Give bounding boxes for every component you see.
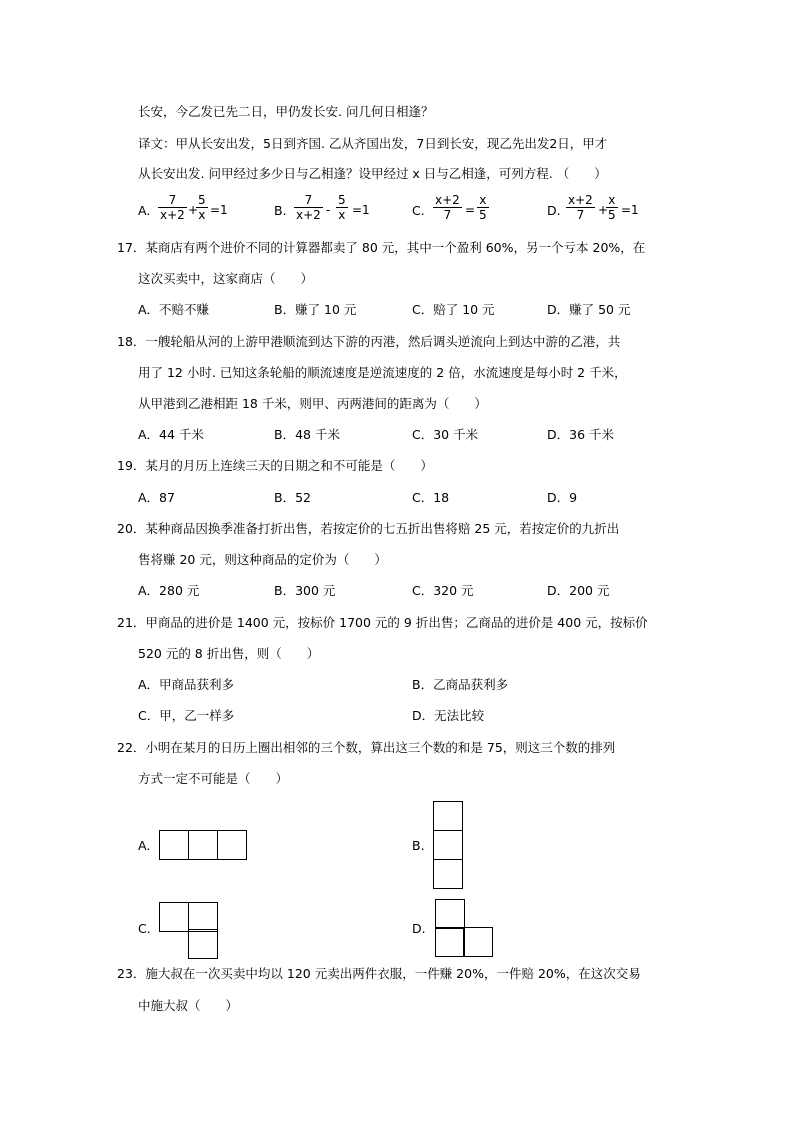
q21-option-a[interactable]: A．甲商品获利多 <box>138 677 235 692</box>
denominator: 7 <box>443 208 452 222</box>
fraction <box>336 193 348 222</box>
q19-option-a[interactable]: A．87 <box>138 490 175 505</box>
q18-option-d[interactable]: D．36 千米 <box>547 427 615 442</box>
q18-stem-line2: 用了 12 小时. 已知这条轮船的顺流速度是逆流速度的 2 倍，水流速度是每小时 2 千米， <box>138 365 627 380</box>
option-label: A. <box>138 838 151 853</box>
q21-option-b[interactable]: B．乙商品获利多 <box>412 677 509 692</box>
fraction <box>606 193 618 222</box>
option-label: A. <box>138 203 151 218</box>
q20-stem-line1: 20．某种商品因换季准备打折出售，若按定价的七五折出售将赔 25 元，若按定价的九折出 <box>117 521 620 536</box>
q22-stem-line1: 22．小明在某月的日历上圈出相邻的三个数，算出这三个数的和是 75，则这三个数的排列 <box>117 740 616 755</box>
fraction <box>566 193 595 222</box>
calendar-cell <box>188 929 218 959</box>
q18-option-b[interactable]: B．48 千米 <box>274 427 340 442</box>
q20-option-a[interactable]: A．280 元 <box>138 583 200 598</box>
q16-stem-line2: 译文：甲从长安出发，5日到齐国. 乙从齐国出发，7日到长安，现乙先出发2日，甲才 <box>138 136 608 151</box>
numerator: 5 <box>338 193 346 207</box>
equation-tail: =1 <box>210 203 228 217</box>
denominator: 7 <box>576 208 585 222</box>
q21-option-c[interactable]: C．甲，乙一样多 <box>138 708 235 723</box>
q18-stem-line3: 从甲港到乙港相距 18 千米，则甲、丙两港间的距离为（ ） <box>138 396 487 411</box>
q20-option-b[interactable]: B．300 元 <box>274 583 336 598</box>
fraction <box>433 193 462 222</box>
numerator: x <box>608 193 616 207</box>
calendar-cell <box>435 927 465 957</box>
q16-stem-line1: 长安，今乙发已先二日，甲仍发长安. 问几何日相逢？ <box>138 104 434 119</box>
numerator: 7 <box>304 193 313 207</box>
q18-stem-line1: 18．一艘轮船从河的上游甲港顺流到达下游的丙港，然后调头逆流向上到达中游的乙港，共 <box>117 334 621 349</box>
denominator: x <box>338 208 346 222</box>
option-label: B. <box>412 838 425 853</box>
q19-stem-line1: 19．某月的月历上连续三天的日期之和不可能是（ ） <box>117 458 433 473</box>
calendar-cell <box>433 859 463 889</box>
numerator: 7 <box>168 193 177 207</box>
operator: + <box>188 203 199 217</box>
denominator: 5 <box>479 208 487 222</box>
calendar-cell <box>159 830 189 860</box>
equation-tail: =1 <box>621 203 639 217</box>
denominator: x+2 <box>160 208 185 222</box>
option-label: D. <box>547 203 561 218</box>
numerator: 5 <box>198 193 206 207</box>
q20-option-d[interactable]: D．200 元 <box>547 583 610 598</box>
option-label: C. <box>138 921 151 936</box>
fraction <box>294 193 323 222</box>
calendar-cell <box>188 902 218 932</box>
q20-option-c[interactable]: C．320 元 <box>412 583 474 598</box>
q21-stem-line2: 520 元的 8 折出售，则（ ） <box>138 646 320 661</box>
q19-option-c[interactable]: C．18 <box>412 490 450 505</box>
fraction <box>158 193 187 222</box>
calendar-cell <box>433 830 463 860</box>
q23-stem-line2: 中施大叔（ ） <box>138 998 239 1013</box>
q21-stem-line1: 21．甲商品的进价是 1400 元，按标价 1700 元的 9 折出售；乙商品的进价是 400 元，按标价 <box>117 615 648 630</box>
q19-option-d[interactable]: D．9 <box>547 490 578 505</box>
numerator: x+2 <box>435 193 460 207</box>
q21-option-d[interactable]: D．无法比较 <box>412 708 485 723</box>
denominator: 5 <box>608 208 616 222</box>
calendar-cell <box>435 899 465 929</box>
calendar-cell <box>188 830 218 860</box>
calendar-cell <box>217 830 247 860</box>
q17-stem-line2: 这次买卖中，这家商店（ ） <box>138 271 314 286</box>
q17-option-b[interactable]: B．赚了 10 元 <box>274 302 357 317</box>
operator: = <box>465 203 476 217</box>
calendar-cell <box>463 927 493 957</box>
fraction <box>196 193 208 222</box>
denominator: x <box>198 208 206 222</box>
operator: + <box>598 203 609 217</box>
calendar-cell <box>433 801 463 831</box>
q23-stem-line1: 23．施大叔在一次买卖中均以 120 元卖出两件衣服，一件赚 20%，一件赔 20%，在这次交易 <box>117 966 641 981</box>
q17-stem-line1: 17．某商店有两个进价不同的计算器都卖了 80 元，其中一个盈利 60%，另一个亏本 20%，在 <box>117 240 646 255</box>
numerator: x+2 <box>568 193 593 207</box>
fraction <box>477 193 489 222</box>
numerator: x <box>479 193 487 207</box>
calendar-cell <box>159 902 189 932</box>
option-label: D. <box>412 921 426 936</box>
q17-option-c[interactable]: C．赔了 10 元 <box>412 302 495 317</box>
denominator: x+2 <box>296 208 321 222</box>
option-label: B. <box>274 203 287 218</box>
q18-option-a[interactable]: A．44 千米 <box>138 427 204 442</box>
q18-option-c[interactable]: C．30 千米 <box>412 427 479 442</box>
q16-stem-line3: 从长安出发. 问甲经过多少日与乙相逢？设甲经过 x 日与乙相逢，可列方程. （ ） <box>138 166 607 181</box>
q20-stem-line2: 售将赚 20 元，则这种商品的定价为（ ） <box>138 552 387 567</box>
q22-stem-line2: 方式一定不可能是（ ） <box>138 771 289 786</box>
equation-tail: =1 <box>352 203 370 217</box>
q17-option-a[interactable]: A．不赔不赚 <box>138 302 210 317</box>
q17-option-d[interactable]: D．赚了 50 元 <box>547 302 631 317</box>
q19-option-b[interactable]: B．52 <box>274 490 311 505</box>
operator: - <box>326 203 331 217</box>
option-label: C. <box>412 203 425 218</box>
